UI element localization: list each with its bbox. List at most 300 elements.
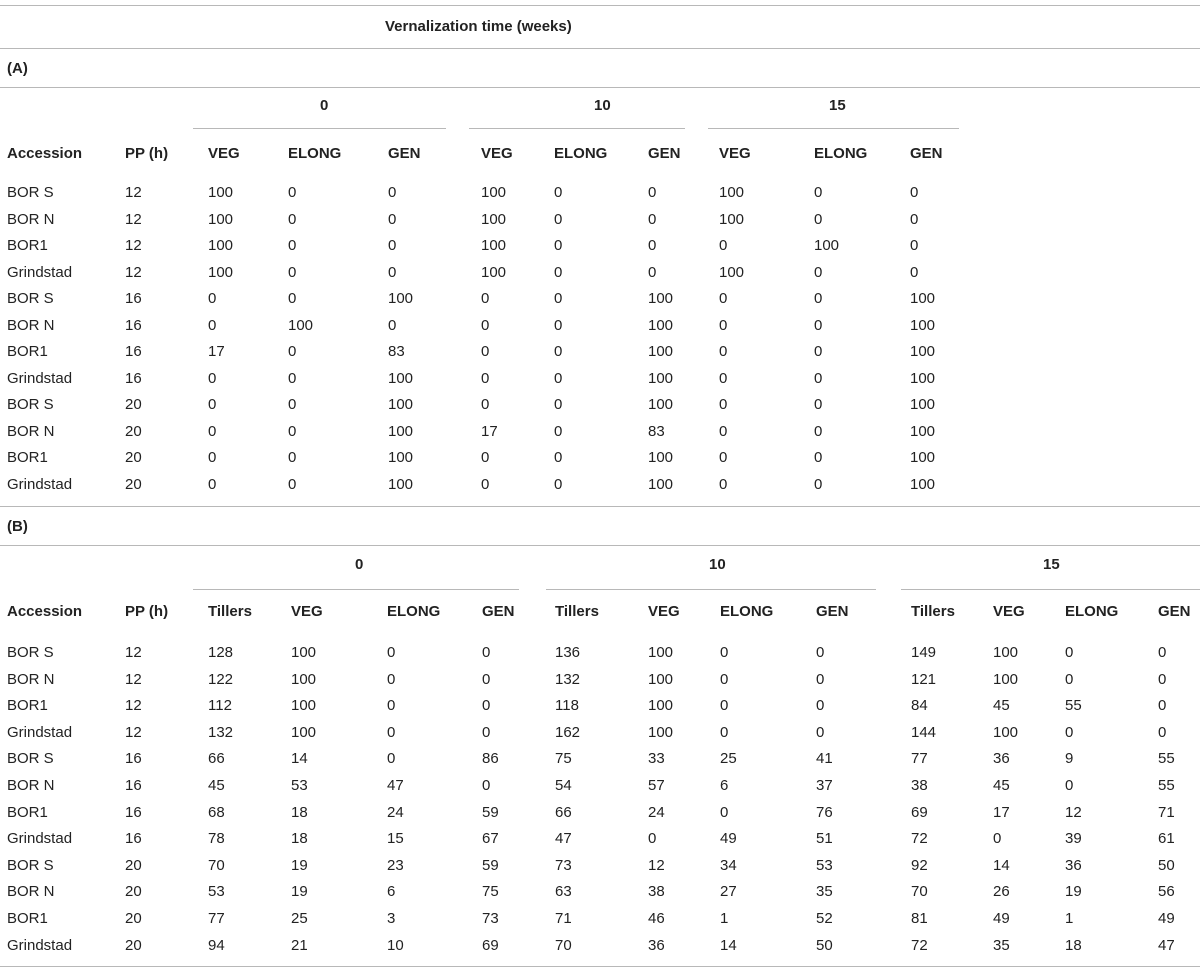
table-cell: 100 xyxy=(648,317,674,334)
table-cell: 0 xyxy=(814,396,823,413)
table-cell: 56 xyxy=(1158,883,1175,900)
table-cell: 100 xyxy=(208,184,234,201)
row-accession: BOR N xyxy=(7,211,55,228)
table-cell: 132 xyxy=(208,724,234,741)
table-cell: 18 xyxy=(1065,937,1082,954)
row-accession: BOR S xyxy=(7,396,54,413)
table-cell: 100 xyxy=(481,211,507,228)
table-cell: 0 xyxy=(288,264,297,281)
group-rule xyxy=(193,589,519,590)
table-cell: 0 xyxy=(208,370,217,387)
table-cell: 14 xyxy=(291,750,308,767)
column-header: ELONG xyxy=(1065,603,1119,620)
table-cell: 100 xyxy=(910,396,936,413)
table-cell: 12 xyxy=(125,237,142,254)
table-cell: 100 xyxy=(910,476,936,493)
table-cell: 20 xyxy=(125,910,142,927)
table-cell: 100 xyxy=(910,449,936,466)
table-cell: 16 xyxy=(125,370,142,387)
table-cell: 17 xyxy=(481,423,498,440)
table-cell: 144 xyxy=(911,724,937,741)
table-cell: 0 xyxy=(481,396,490,413)
table-cell: 33 xyxy=(648,750,665,767)
table-cell: 6 xyxy=(387,883,396,900)
table-cell: 0 xyxy=(719,423,728,440)
table-cell: 0 xyxy=(814,264,823,281)
row-accession: BOR S xyxy=(7,644,54,661)
table-cell: 0 xyxy=(208,423,217,440)
table-cell: 41 xyxy=(816,750,833,767)
column-header: Tillers xyxy=(208,603,252,620)
table-cell: 71 xyxy=(555,910,572,927)
row-accession: BOR1 xyxy=(7,697,48,714)
row-accession: Grindstad xyxy=(7,264,73,281)
table-cell: 118 xyxy=(555,697,579,714)
row-accession: BOR S xyxy=(7,857,54,874)
table-cell: 0 xyxy=(720,697,729,714)
column-header: GEN xyxy=(910,145,943,162)
table-cell: 92 xyxy=(911,857,928,874)
group-rule xyxy=(546,589,876,590)
table-cell: 0 xyxy=(1158,644,1167,661)
table-cell: 45 xyxy=(208,777,225,794)
table-cell: 0 xyxy=(554,476,563,493)
column-header: VEG xyxy=(648,603,680,620)
table-cell: 47 xyxy=(1158,937,1175,954)
table-cell: 35 xyxy=(816,883,833,900)
table-cell: 0 xyxy=(814,476,823,493)
table-cell: 0 xyxy=(720,724,729,741)
table-cell: 18 xyxy=(291,804,308,821)
table-cell: 100 xyxy=(288,317,314,334)
table-cell: 0 xyxy=(993,830,1002,847)
table-cell: 14 xyxy=(720,937,737,954)
table-cell: 100 xyxy=(291,697,317,714)
table-cell: 67 xyxy=(482,830,499,847)
table-cell: 27 xyxy=(720,883,737,900)
table-cell: 69 xyxy=(482,937,499,954)
table-cell: 6 xyxy=(720,777,729,794)
column-header: Tillers xyxy=(911,603,955,620)
table-cell: 84 xyxy=(911,697,928,714)
table-cell: 0 xyxy=(719,476,728,493)
table-cell: 0 xyxy=(720,804,729,821)
table-cell: 0 xyxy=(554,423,563,440)
table-cell: 0 xyxy=(720,644,729,661)
table-cell: 19 xyxy=(1065,883,1082,900)
table-cell: 20 xyxy=(125,937,142,954)
table-cell: 100 xyxy=(648,724,674,741)
table-cell: 0 xyxy=(910,211,919,228)
table-cell: 0 xyxy=(481,476,490,493)
table-cell: 0 xyxy=(719,396,728,413)
table-cell: 0 xyxy=(288,396,297,413)
row-accession: BOR S xyxy=(7,184,54,201)
table-cell: 36 xyxy=(648,937,665,954)
table-cell: 0 xyxy=(910,237,919,254)
row-accession: BOR N xyxy=(7,883,55,900)
row-accession: BOR N xyxy=(7,423,55,440)
table-cell: 149 xyxy=(911,644,937,661)
table-cell: 69 xyxy=(911,804,928,821)
table-cell: 122 xyxy=(208,671,234,688)
table-cell: 0 xyxy=(814,184,823,201)
group-rule xyxy=(193,128,446,129)
table-cell: 100 xyxy=(648,290,674,307)
table-cell: 77 xyxy=(208,910,225,927)
section-b-bottom-rule xyxy=(0,966,1200,967)
table-cell: 0 xyxy=(481,370,490,387)
table-cell: 121 xyxy=(911,671,937,688)
table-cell: 17 xyxy=(208,343,225,360)
table-cell: 0 xyxy=(482,644,491,661)
table-cell: 72 xyxy=(911,830,928,847)
table-cell: 3 xyxy=(387,910,396,927)
table-cell: 38 xyxy=(911,777,928,794)
table-cell: 0 xyxy=(910,184,919,201)
table-cell: 100 xyxy=(910,423,936,440)
table-cell: 0 xyxy=(554,343,563,360)
table-cell: 20 xyxy=(125,476,142,493)
table-cell: 100 xyxy=(481,237,507,254)
table-cell: 0 xyxy=(814,449,823,466)
table-cell: 12 xyxy=(648,857,665,874)
table-cell: 0 xyxy=(554,396,563,413)
column-header: ELONG xyxy=(387,603,441,620)
table-cell: 0 xyxy=(288,370,297,387)
row-accession: Grindstad xyxy=(7,937,73,954)
row-accession: BOR1 xyxy=(7,343,48,360)
row-accession: BOR1 xyxy=(7,449,48,466)
table-cell: 12 xyxy=(1065,804,1082,821)
group-label-weeks: 0 xyxy=(355,556,364,573)
row-accession: BOR1 xyxy=(7,804,48,821)
table-cell: 100 xyxy=(291,644,317,661)
table-cell: 77 xyxy=(911,750,928,767)
table-cell: 0 xyxy=(816,644,825,661)
table-cell: 0 xyxy=(554,370,563,387)
table-cell: 0 xyxy=(648,264,657,281)
table-cell: 0 xyxy=(388,211,397,228)
table-cell: 12 xyxy=(125,724,142,741)
table-cell: 100 xyxy=(208,264,234,281)
table-cell: 100 xyxy=(481,264,507,281)
table-cell: 49 xyxy=(1158,910,1175,927)
table-cell: 0 xyxy=(814,211,823,228)
table-cell: 0 xyxy=(387,644,396,661)
column-header: VEG xyxy=(993,603,1025,620)
table-cell: 0 xyxy=(554,449,563,466)
table-cell: 100 xyxy=(993,671,1019,688)
table-cell: 0 xyxy=(388,237,397,254)
column-header: Accession xyxy=(7,603,83,620)
table-cell: 100 xyxy=(993,724,1019,741)
table-cell: 100 xyxy=(388,476,414,493)
table-cell: 100 xyxy=(910,343,936,360)
table-cell: 12 xyxy=(125,671,142,688)
table-cell: 1 xyxy=(720,910,729,927)
table-cell: 0 xyxy=(388,184,397,201)
table-cell: 0 xyxy=(554,211,563,228)
table-cell: 100 xyxy=(388,396,414,413)
table-cell: 26 xyxy=(993,883,1010,900)
table-cell: 0 xyxy=(1158,697,1167,714)
table-cell: 100 xyxy=(648,449,674,466)
row-accession: Grindstad xyxy=(7,476,73,493)
table-cell: 0 xyxy=(1158,724,1167,741)
table-cell: 0 xyxy=(387,724,396,741)
table-cell: 20 xyxy=(125,423,142,440)
section-b-label: (B) xyxy=(7,518,28,535)
table-cell: 59 xyxy=(482,857,499,874)
table-cell: 100 xyxy=(993,644,1019,661)
table-cell: 20 xyxy=(125,449,142,466)
table-cell: 0 xyxy=(814,343,823,360)
section-a-label: (A) xyxy=(7,60,28,77)
group-rule xyxy=(901,589,1200,590)
table-cell: 12 xyxy=(125,644,142,661)
table-cell: 55 xyxy=(1158,777,1175,794)
table-cell: 100 xyxy=(291,671,317,688)
table-cell: 0 xyxy=(288,449,297,466)
table-cell: 100 xyxy=(814,237,840,254)
table-cell: 0 xyxy=(648,830,657,847)
table-cell: 100 xyxy=(388,449,414,466)
section-a-rule xyxy=(0,87,1200,88)
table-cell: 0 xyxy=(814,317,823,334)
table-cell: 24 xyxy=(387,804,404,821)
table-cell: 100 xyxy=(719,184,745,201)
table-cell: 100 xyxy=(910,317,936,334)
table-cell: 0 xyxy=(554,290,563,307)
table-cell: 0 xyxy=(482,671,491,688)
table-cell: 52 xyxy=(816,910,833,927)
table-cell: 0 xyxy=(1065,644,1074,661)
table-cell: 0 xyxy=(648,237,657,254)
row-accession: Grindstad xyxy=(7,370,73,387)
table-cell: 100 xyxy=(388,423,414,440)
table-cell: 0 xyxy=(814,423,823,440)
table-cell: 14 xyxy=(993,857,1010,874)
table-cell: 100 xyxy=(719,264,745,281)
row-accession: BOR N xyxy=(7,777,55,794)
table-cell: 25 xyxy=(291,910,308,927)
group-label-weeks: 0 xyxy=(320,97,329,114)
table-cell: 46 xyxy=(648,910,665,927)
column-header: Accession xyxy=(7,145,83,162)
table-cell: 0 xyxy=(814,370,823,387)
table-cell: 100 xyxy=(388,370,414,387)
column-header: GEN xyxy=(482,603,515,620)
table-cell: 0 xyxy=(719,237,728,254)
table-cell: 100 xyxy=(648,644,674,661)
table-cell: 12 xyxy=(125,697,142,714)
table-cell: 100 xyxy=(648,671,674,688)
table-cell: 100 xyxy=(388,290,414,307)
table-cell: 0 xyxy=(719,290,728,307)
section-a-bottom-rule xyxy=(0,506,1200,507)
table-cell: 100 xyxy=(719,211,745,228)
table-cell: 0 xyxy=(388,264,397,281)
table-cell: 75 xyxy=(555,750,572,767)
table-cell: 0 xyxy=(554,184,563,201)
top-rule xyxy=(0,5,1200,6)
row-accession: BOR1 xyxy=(7,910,48,927)
table-cell: 132 xyxy=(555,671,581,688)
table-cell: 70 xyxy=(208,857,225,874)
table-cell: 0 xyxy=(208,317,217,334)
column-header: ELONG xyxy=(720,603,774,620)
table-cell: 0 xyxy=(719,317,728,334)
table-cell: 0 xyxy=(1065,724,1074,741)
table-cell: 0 xyxy=(288,211,297,228)
table-cell: 61 xyxy=(1158,830,1175,847)
table-cell: 100 xyxy=(648,343,674,360)
column-header: PP (h) xyxy=(125,145,169,162)
group-label-weeks: 10 xyxy=(709,556,726,573)
row-accession: BOR S xyxy=(7,290,54,307)
table-cell: 18 xyxy=(291,830,308,847)
table-cell: 57 xyxy=(648,777,665,794)
table-cell: 16 xyxy=(125,343,142,360)
table-cell: 0 xyxy=(387,750,396,767)
table-cell: 0 xyxy=(816,697,825,714)
table-cell: 16 xyxy=(125,777,142,794)
table-cell: 0 xyxy=(481,449,490,466)
table-cell: 0 xyxy=(481,343,490,360)
table-cell: 100 xyxy=(648,476,674,493)
table-cell: 73 xyxy=(482,910,499,927)
table-cell: 86 xyxy=(482,750,499,767)
table-cell: 0 xyxy=(208,449,217,466)
table-cell: 20 xyxy=(125,396,142,413)
column-header: ELONG xyxy=(288,145,342,162)
table-cell: 24 xyxy=(648,804,665,821)
table-cell: 53 xyxy=(208,883,225,900)
table-cell: 0 xyxy=(554,264,563,281)
table-cell: 83 xyxy=(648,423,665,440)
table-cell: 34 xyxy=(720,857,737,874)
table-cell: 12 xyxy=(125,184,142,201)
column-header: VEG xyxy=(481,145,513,162)
table-cell: 35 xyxy=(993,937,1010,954)
table-cell: 20 xyxy=(125,857,142,874)
table-cell: 0 xyxy=(288,290,297,307)
table-cell: 0 xyxy=(481,317,490,334)
table-cell: 37 xyxy=(816,777,833,794)
table-cell: 16 xyxy=(125,317,142,334)
column-header: GEN xyxy=(816,603,849,620)
table-cell: 76 xyxy=(816,804,833,821)
table-cell: 0 xyxy=(1158,671,1167,688)
table-cell: 0 xyxy=(208,290,217,307)
table-cell: 0 xyxy=(1065,777,1074,794)
table-cell: 63 xyxy=(555,883,572,900)
table-cell: 100 xyxy=(648,396,674,413)
table-cell: 23 xyxy=(387,857,404,874)
table-cell: 0 xyxy=(1065,671,1074,688)
table-cell: 78 xyxy=(208,830,225,847)
table-cell: 19 xyxy=(291,883,308,900)
table-cell: 16 xyxy=(125,290,142,307)
table-cell: 9 xyxy=(1065,750,1074,767)
table-cell: 100 xyxy=(910,370,936,387)
table-cell: 16 xyxy=(125,830,142,847)
column-header: PP (h) xyxy=(125,603,169,620)
table-cell: 36 xyxy=(993,750,1010,767)
table-cell: 0 xyxy=(388,317,397,334)
table-cell: 0 xyxy=(288,237,297,254)
section-b-rule xyxy=(0,545,1200,546)
table-cell: 51 xyxy=(816,830,833,847)
column-header: GEN xyxy=(1158,603,1191,620)
table-cell: 45 xyxy=(993,697,1010,714)
row-accession: Grindstad xyxy=(7,724,73,741)
table-cell: 47 xyxy=(555,830,572,847)
table-cell: 49 xyxy=(993,910,1010,927)
table-cell: 0 xyxy=(288,423,297,440)
table-cell: 15 xyxy=(387,830,404,847)
row-accession: Grindstad xyxy=(7,830,73,847)
table-cell: 16 xyxy=(125,750,142,767)
table-cell: 100 xyxy=(910,290,936,307)
table-cell: 36 xyxy=(1065,857,1082,874)
column-header: VEG xyxy=(208,145,240,162)
table-cell: 1 xyxy=(1065,910,1074,927)
table-cell: 100 xyxy=(208,237,234,254)
table-cell: 66 xyxy=(555,804,572,821)
table-cell: 55 xyxy=(1065,697,1082,714)
table-cell: 16 xyxy=(125,804,142,821)
table-cell: 0 xyxy=(720,671,729,688)
table-cell: 100 xyxy=(648,370,674,387)
table-cell: 68 xyxy=(208,804,225,821)
table-cell: 112 xyxy=(208,697,232,714)
table-cell: 0 xyxy=(288,184,297,201)
table-cell: 70 xyxy=(911,883,928,900)
table-cell: 70 xyxy=(555,937,572,954)
table-cell: 0 xyxy=(288,476,297,493)
table-cell: 47 xyxy=(387,777,404,794)
table-cell: 53 xyxy=(816,857,833,874)
table-cell: 100 xyxy=(208,211,234,228)
table-cell: 21 xyxy=(291,937,308,954)
table-title: Vernalization time (weeks) xyxy=(385,18,572,35)
table-cell: 71 xyxy=(1158,804,1175,821)
column-header: GEN xyxy=(648,145,681,162)
table-cell: 0 xyxy=(719,449,728,466)
table-cell: 128 xyxy=(208,644,234,661)
table-cell: 20 xyxy=(125,883,142,900)
table-cell: 12 xyxy=(125,211,142,228)
row-accession: BOR N xyxy=(7,671,55,688)
table-cell: 94 xyxy=(208,937,225,954)
table-cell: 0 xyxy=(387,697,396,714)
table-cell: 45 xyxy=(993,777,1010,794)
row-accession: BOR S xyxy=(7,750,54,767)
table-cell: 100 xyxy=(648,697,674,714)
table-cell: 0 xyxy=(288,343,297,360)
column-header: VEG xyxy=(719,145,751,162)
table-cell: 0 xyxy=(482,777,491,794)
table-cell: 38 xyxy=(648,883,665,900)
table-cell: 162 xyxy=(555,724,581,741)
table-cell: 50 xyxy=(816,937,833,954)
table-cell: 0 xyxy=(482,697,491,714)
row-accession: BOR N xyxy=(7,317,55,334)
table-cell: 100 xyxy=(481,184,507,201)
column-header: GEN xyxy=(388,145,421,162)
